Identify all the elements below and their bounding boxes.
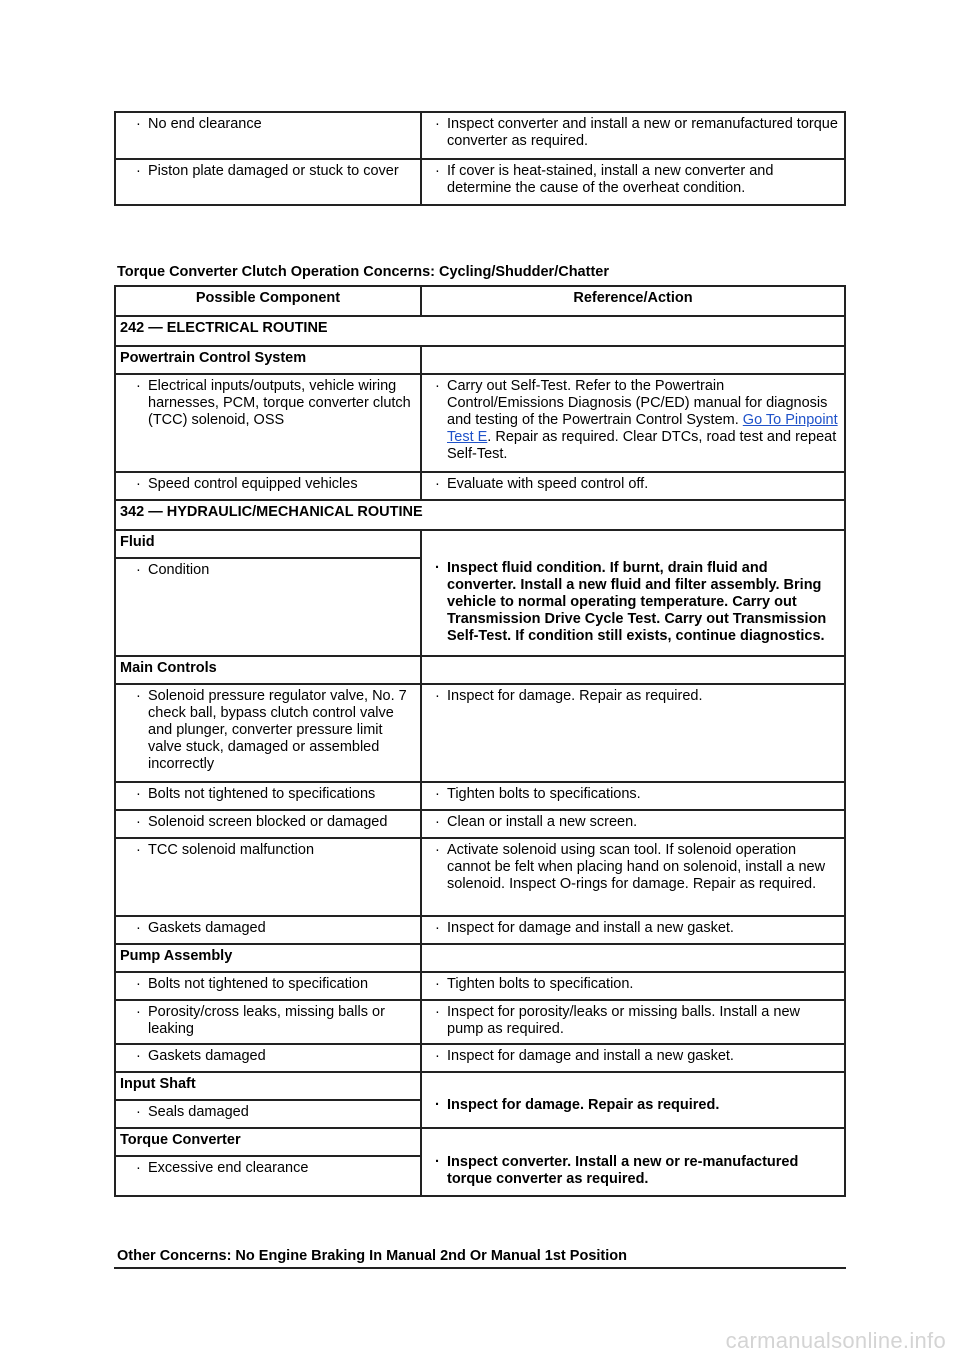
component-cell: No end clearance xyxy=(148,116,262,132)
routine-row xyxy=(115,500,845,530)
bullet: · xyxy=(435,1048,440,1064)
table-row xyxy=(115,1044,845,1072)
bullet: · xyxy=(136,1048,141,1064)
group-heading: Powertrain Control System xyxy=(115,346,421,374)
component-cell: Electrical inputs/outputs, vehicle wiring harnesses, PCM, torque converter clutch (TCC) solenoid, OSS xyxy=(148,378,411,428)
bullet: · xyxy=(435,163,440,179)
bullet: · xyxy=(136,814,141,830)
col-header-action: Reference/Action xyxy=(421,286,845,316)
action-cell: . Repair as required. Clear DTCs, road test and repeat Self-Test. xyxy=(447,429,837,462)
action-cell: Tighten bolts to specification. xyxy=(447,976,634,992)
table-row xyxy=(115,782,845,810)
action-cell: Carry out Self-Test. Refer to the Powertrain Control/Emissions Diagnosis (PC/ED) manual for diagnosis and testing of the Powertrain Control System. xyxy=(447,378,828,428)
bullet: · xyxy=(136,163,141,179)
component-cell: Bolts not tightened to specification xyxy=(148,976,369,992)
bullet: · xyxy=(136,1104,141,1120)
table-row xyxy=(115,1000,845,1044)
group-heading: Pump Assembly xyxy=(115,944,421,972)
group-heading: Fluid xyxy=(115,530,421,558)
table-row xyxy=(115,374,845,472)
bullet: · xyxy=(136,842,141,858)
table-row xyxy=(115,472,845,500)
table-row xyxy=(115,159,845,205)
action-cell: Inspect for damage and install a new gasket. xyxy=(447,920,734,936)
group-row xyxy=(115,1072,845,1100)
component-cell: Seals damaged xyxy=(148,1104,249,1120)
action-cell: Evaluate with speed control off. xyxy=(447,476,649,492)
component-cell: Gaskets damaged xyxy=(148,1048,266,1064)
bullet: · xyxy=(435,786,440,802)
component-cell: Solenoid screen blocked or damaged xyxy=(148,814,388,830)
component-cell: Excessive end clearance xyxy=(148,1160,309,1176)
bullet: · xyxy=(435,1097,440,1113)
section-title: Torque Converter Clutch Operation Concerns: Cycling/Shudder/Chatter xyxy=(117,264,609,280)
col-header-component: Possible Component xyxy=(115,286,421,316)
component-cell: TCC solenoid malfunction xyxy=(148,842,315,858)
bullet: · xyxy=(136,786,141,802)
group-row xyxy=(115,346,845,374)
bullet: · xyxy=(435,560,440,576)
action-cell: Inspect converter and install a new or remanufactured torque converter as required. xyxy=(447,116,838,149)
tcc-table xyxy=(114,285,846,1197)
component-cell: Condition xyxy=(148,562,210,578)
table-row xyxy=(115,112,845,159)
action-cell: Inspect for porosity/leaks or missing balls. Install a new pump as required. xyxy=(447,1004,800,1037)
bullet: · xyxy=(136,378,141,394)
action-cell: Inspect for damage. Repair as required. xyxy=(447,688,703,704)
bullet: · xyxy=(435,1004,440,1020)
group-heading: Torque Converter xyxy=(115,1128,421,1156)
action-cell: Clean or install a new screen. xyxy=(447,814,638,830)
routine-heading: 342 — HYDRAULIC/MECHANICAL ROUTINE xyxy=(115,500,845,530)
component-cell: Porosity/cross leaks, missing balls or leaking xyxy=(148,1004,385,1037)
group-row xyxy=(115,656,845,684)
bullet: · xyxy=(435,842,440,858)
table-row xyxy=(115,810,845,838)
component-cell: Gaskets damaged xyxy=(148,920,266,936)
bullet: · xyxy=(136,116,141,132)
action-cell: Inspect converter. Install a new or re-manufactured torque converter as required. xyxy=(447,1153,799,1187)
component-cell: Piston plate damaged or stuck to cover xyxy=(148,163,399,179)
bullet: · xyxy=(136,1004,141,1020)
top-table xyxy=(114,111,846,206)
bullet: · xyxy=(435,688,440,704)
action-cell: Activate solenoid using scan tool. If solenoid operation cannot be felt when placing hand on solenoid, install a new solenoid. Inspect O-rings for damage. Repair as required. xyxy=(447,842,826,892)
component-cell: Solenoid pressure regulator valve, No. 7 check ball, bypass clutch control valve and plunger, converter pressure limit valve stuck, damaged or assembled incorrectly xyxy=(148,688,407,772)
bullet: · xyxy=(136,562,141,578)
table-row xyxy=(115,916,845,944)
action-cell: If cover is heat-stained, install a new converter and determine the cause of the overheat condition. xyxy=(447,163,774,196)
action-cell: Tighten bolts to specifications. xyxy=(447,786,641,802)
bullet: · xyxy=(435,976,440,992)
component-cell: Speed control equipped vehicles xyxy=(148,476,358,492)
table-row xyxy=(115,838,845,916)
table-top-border xyxy=(114,1267,846,1269)
group-heading: Main Controls xyxy=(115,656,421,684)
bullet: · xyxy=(136,688,141,704)
bullet: · xyxy=(435,814,440,830)
action-cell: Inspect fluid condition. If burnt, drain fluid and converter. Install a new fluid and filter assembly. Bring vehicle to normal operating temperature. Carry out Transmission Drive Cycle Test. Carry out Transmission Self-Test. If condition still exists, continue diagnostics. xyxy=(447,560,827,644)
action-cell: Inspect for damage. Repair as required. xyxy=(447,1097,720,1113)
action-cell: Inspect for damage and install a new gasket. xyxy=(447,1048,734,1064)
section-title: Other Concerns: No Engine Braking In Manual 2nd Or Manual 1st Position xyxy=(117,1248,627,1264)
bullet: · xyxy=(435,920,440,936)
bullet: · xyxy=(136,976,141,992)
table-row xyxy=(115,684,845,782)
watermark: carmanualsonline.info xyxy=(725,1328,946,1353)
table-row xyxy=(115,972,845,1000)
group-row xyxy=(115,944,845,972)
pinpoint-test-link[interactable]: Go To Pinpoint Test E xyxy=(447,412,838,445)
bullet: · xyxy=(435,1153,440,1170)
bullet: · xyxy=(136,476,141,492)
bullet: · xyxy=(435,116,440,132)
group-row xyxy=(115,1128,845,1156)
bullet: · xyxy=(136,920,141,936)
routine-heading: 242 — ELECTRICAL ROUTINE xyxy=(115,316,845,346)
bullet: · xyxy=(136,1160,141,1176)
table-header xyxy=(115,286,845,316)
routine-row xyxy=(115,316,845,346)
bullet: · xyxy=(435,476,440,492)
group-heading: Input Shaft xyxy=(115,1072,421,1100)
component-cell: Bolts not tightened to specifications xyxy=(148,786,376,802)
group-row xyxy=(115,530,845,558)
bullet: · xyxy=(435,378,440,394)
